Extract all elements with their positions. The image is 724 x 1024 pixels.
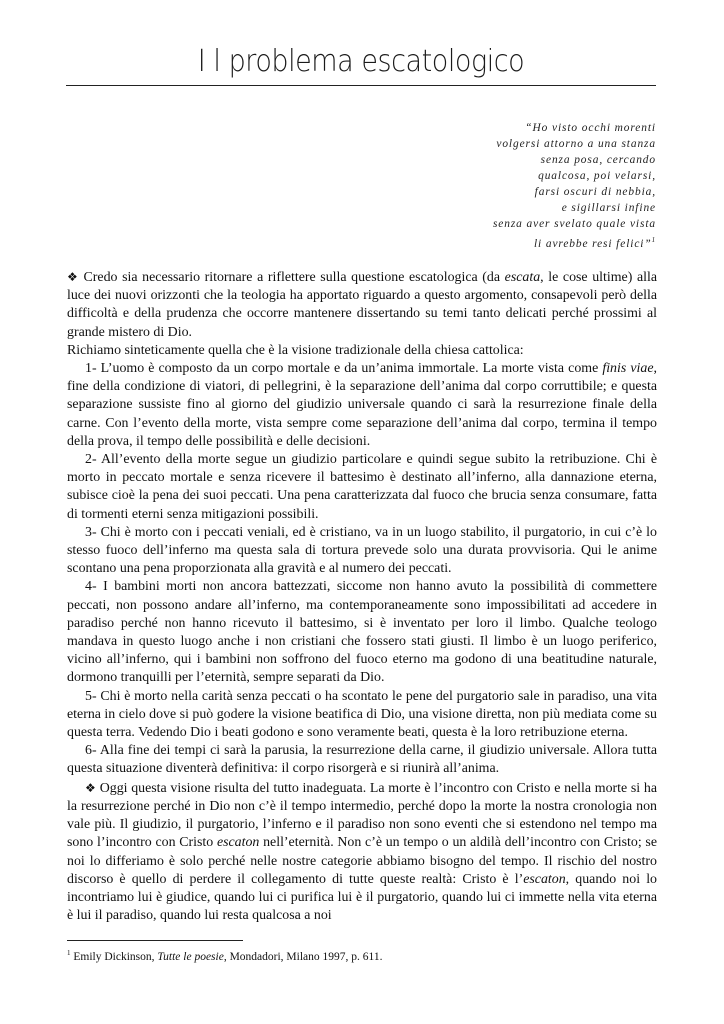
body-text (67, 268, 657, 925)
epigraph-line: senza aver svelato quale vista (492, 218, 656, 230)
diamond-bullet-icon: ❖ (67, 270, 79, 284)
epigraph-line: “Ho visto occhi morenti (525, 122, 656, 134)
paragraph-point-2: 2- All’evento della morte segue un giudizio particolare e quindi segue subito la retribuzione. Chi è morto in peccato mortale e senza ricevere il battesimo è destinato all’inferno, alla dannazione eterna, subisce cioè la pena dei suoi peccati. Una pena caratterizzata dal fuoco che brucia senza consumare, fatta di tormenti eterni senza mitigazioni possibili. (67, 452, 657, 522)
diamond-bullet-icon: ❖ (85, 780, 96, 795)
paragraph-point-5: 5- Chi è morto nella carità senza peccati o ha scontato le pene del purgatorio sale in paradiso, una vita eterna in cielo dove si può godere la visione beatifica di Dio, una visione diretta, non più mediata come su questa terra. Vedendo Dio i beati godono e sono veramente beati, questa è la loro retribuzione eterna. (67, 688, 657, 741)
epigraph-line: farsi oscuri di nebbia, (534, 186, 656, 198)
epigraph-line: senza posa, cercando (540, 154, 656, 166)
paragraph-point-3: 3- Chi è morto con i peccati veniali, ed è cristiano, va in un luogo stabilito, il purgatorio, in cui c’è lo stesso fuoco dell’inferno ma questa sala di tortura prevede solo una durata provvisoria. Qui le anime scontano una pena proporzionata alla gravità e al numero dei peccati. (67, 524, 657, 577)
paragraph-point-4: 4- I bambini morti non ancora battezzati, siccome non hanno avuto la possibilità di commettere peccati, non possono andare all’inferno, ma contemporaneamente sono impossibilitati ad accedere in paradiso perché non hanno ricevuto il battesimo, si è inventato per loro il limbo. Qualche teologo mandava in questo luogo anche i non cristiani che fossero stati giusti. Il limbo è un luogo periferico, vicino all’inferno, qui i bambini non soffrono del fuoco eterno ma godono di una beatitudine naturale, dormono tranquilli per l’eternità, sempre separati da Dio. (67, 579, 657, 686)
paragraph-today: ❖ Oggi questa visione risulta del tutto inadeguata. La morte è l’incontro con Cristo e nella morte si ha la resurrezione perché in Dio non c’è il tempo intermedio, perché dopo la morte la nostra cronologia non vale più. Il giudizio, il purgatorio, l’inferno e il paradiso non sono eventi che si estendono nel tempo ma sono l’incontro con Cristo escaton nell’eternità. Non c’è un tempo o un aldilà dell’incontro con Cristo; se noi lo differiamo è solo perché nelle nostre categorie abbiamo bisogno del tempo. Il rischio del nostro discorso è quello di perdere il collegamento di tutte queste realtà: Cristo è l’escaton, quando noi lo incontriamo lui è giudice, quando lui ci purifica lui è il purgatorio, quando lui ci immette nella vita eterna è lui il paradiso, quando lui resta qualcosa a noi (67, 780, 657, 924)
epigraph-line: e sigillarsi infine (561, 202, 656, 214)
title-underline (66, 85, 656, 86)
epigraph-line (356, 232, 656, 252)
footnote: $^1$ Emily Dickinson, Tutte le poesie, Mondadori, Milano 1997, p. 611. (67, 949, 383, 963)
paragraph-point-1: 1- L’uomo è composto da un corpo mortale e da un’anima immortale. La morte vista come finis viae, fine della condizione di viatori, di pellegrini, è la separazione dell’anima dal corpo corruttibile; e questa separazione sussiste fino al giorno del giudizio universale quando ci sarà la resurrezione finale della carne. Con l’evento della morte, vista sempre come separazione dell’anima dal corpo, termina il tempo della prova, il tempo delle possibilità e delle decisioni. (67, 361, 657, 449)
footnote-reference[interactable]: 1 (651, 236, 656, 244)
paragraph-point-6: 6- Alla fine dei tempi ci sarà la parusia, la resurrezione della carne, il giudizio universale. Allora tutta questa situazione diventerà definitiva: il corpo risorgerà e si riunirà all’anima. (67, 743, 657, 777)
footnote-divider (67, 940, 243, 941)
epigraph-line: volgersi attorno a una stanza (496, 138, 656, 150)
epigraph-last-line: li avrebbe resi felici” (533, 237, 652, 250)
epigraph (356, 120, 656, 252)
epigraph-line: qualcosa, poi velarsi, (538, 170, 656, 182)
page-title: I l problema escatologico (197, 44, 525, 79)
footnote-number: 1 (67, 949, 71, 957)
paragraph-summary: Richiamo sinteticamente quella che è la visione tradizionale della chiesa cattolica: (67, 342, 524, 358)
paragraph-intro: ❖ Credo sia necessario ritornare a riflettere sulla questione escatologica (da escata, le cose ultime) alla luce dei nuovi orizzonti che la teologia ha apportato riguardo a questo argomento, consapevoli però della difficoltà e della prudenza che occorre mantenere dissertando su temi tanto delicati perché prossimi al grande mistero di Dio. (67, 270, 657, 340)
